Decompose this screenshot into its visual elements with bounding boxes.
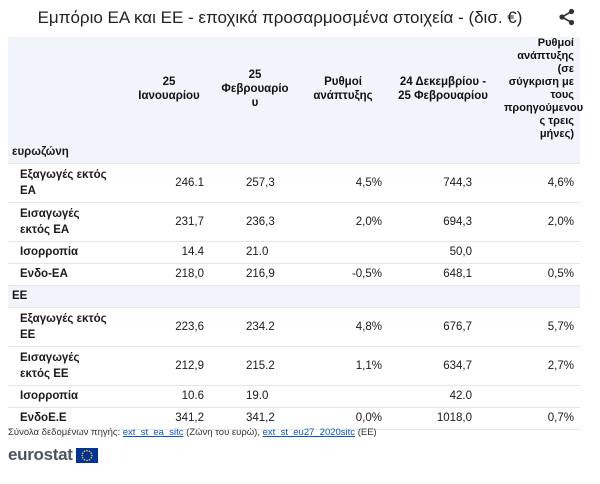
row-label: Ισορροπία	[20, 390, 79, 402]
header-blank	[8, 37, 126, 141]
row-label: Ενδο-ΕΑ	[20, 268, 68, 280]
cell-jan: 10.6	[181, 390, 204, 402]
cell-growth-3m: 0,5%	[547, 268, 574, 280]
cell-period: 648,1	[443, 268, 472, 280]
cell-jan: 231,7	[175, 215, 204, 228]
cell-growth: 1,1%	[355, 359, 382, 372]
header-period: 24 Δεκεμβρίου - 25 Φεβρουαρίου	[398, 76, 488, 102]
footer-suffix: (ΕΕ)	[355, 427, 377, 438]
cell-growth-3m: 2,0%	[547, 215, 574, 228]
table-row	[8, 202, 580, 241]
table-row	[8, 263, 580, 285]
cell-jan: 212,9	[175, 359, 204, 372]
cell-jan: 246.1	[175, 176, 204, 189]
page-title: Εμπόριο ΕΑ και ΕΕ - εποχικά προσαρμοσμένα στοιχεία - (δισ. €)	[37, 8, 523, 27]
table-body	[8, 141, 580, 429]
cell-jan: 218,0	[175, 268, 204, 280]
eurostat-logo	[8, 445, 98, 465]
footer-prefix: Σύνολα δεδομένων πηγής:	[8, 427, 123, 438]
cell-growth-3m	[498, 241, 580, 263]
cell-growth	[298, 385, 388, 407]
row-label: Εισαγωγές εκτός ΕΕ	[20, 351, 80, 380]
cell-growth: 0,0%	[355, 412, 382, 424]
row-label: Ισορροπία	[20, 246, 79, 258]
header-feb: 25 Φεβρουαρίο υ	[221, 69, 289, 109]
table-row	[8, 407, 580, 429]
table-row	[8, 307, 580, 346]
table-header-row	[8, 37, 580, 141]
table-row	[8, 241, 580, 263]
dataset-link-eu[interactable]: ext_st_eu27_2020sitc	[262, 427, 356, 438]
cell-feb: 216,9	[246, 268, 275, 280]
cell-period: 50,0	[449, 246, 472, 258]
cell-growth: 4,8%	[355, 320, 382, 333]
cell-feb: 19.0	[246, 390, 269, 402]
cell-feb: 215.2	[246, 359, 275, 372]
cell-growth	[298, 241, 388, 263]
cell-feb: 341,2	[246, 412, 275, 424]
share-icon[interactable]	[558, 8, 576, 26]
cell-feb: 234.2	[246, 320, 275, 333]
cell-growth: 4,5%	[355, 176, 382, 189]
table-row	[8, 163, 580, 202]
logo-text: eurostat	[8, 445, 73, 464]
header-growth-3m: Ρυθμοί ανάπτυξης (σε σύγκριση με τους προηγούμενου ς τρεις μήνες)	[504, 37, 584, 140]
cell-growth-3m: 4,6%	[547, 176, 574, 189]
row-label: Εξαγωγές εκτός ΕΑ	[20, 168, 107, 197]
dataset-link-ea[interactable]: ext_st_ea_sitc	[122, 427, 184, 438]
cell-growth-3m	[498, 385, 580, 407]
cell-period: 676,7	[443, 320, 472, 333]
cell-period: 744,3	[443, 176, 472, 189]
cell-period: 694,3	[443, 215, 472, 228]
source-datasets	[8, 427, 377, 438]
section-row	[8, 141, 580, 163]
cell-period: 1018,0	[436, 412, 472, 424]
eu-flag-icon	[76, 448, 98, 463]
cell-feb: 21.0	[246, 246, 269, 258]
cell-jan: 341,2	[175, 412, 204, 424]
cell-period: 42.0	[449, 390, 472, 402]
cell-feb: 257,3	[246, 176, 275, 189]
row-label: ΕνδοΕ.Ε	[20, 412, 67, 424]
table-row	[8, 385, 580, 407]
cell-jan: 223,6	[175, 320, 204, 333]
cell-period: 634,7	[443, 359, 472, 372]
row-label: Εξαγωγές εκτός ΕΕ	[20, 312, 107, 341]
cell-growth-3m: 2,7%	[547, 359, 574, 372]
footer-mid: (Ζώνη του ευρώ),	[183, 427, 263, 438]
cell-growth: -0,5%	[351, 268, 382, 280]
cell-feb: 236,3	[246, 215, 275, 228]
row-label: Εισαγωγές εκτός ΕΑ	[20, 207, 80, 236]
cell-jan: 14.4	[181, 246, 204, 258]
cell-growth-3m: 0,7%	[547, 412, 574, 424]
table-row	[8, 346, 580, 385]
header-growth: Ρυθμοί ανάπτυξης	[313, 76, 373, 102]
section-row	[8, 285, 580, 307]
cell-growth-3m: 5,7%	[547, 320, 574, 333]
header-jan: 25 Ιανουαρίου	[138, 76, 200, 102]
section-label: ΕΕ	[12, 290, 28, 302]
cell-growth: 2,0%	[355, 215, 382, 228]
section-label: ευρωζώνη	[12, 145, 69, 158]
trade-table	[8, 37, 584, 430]
